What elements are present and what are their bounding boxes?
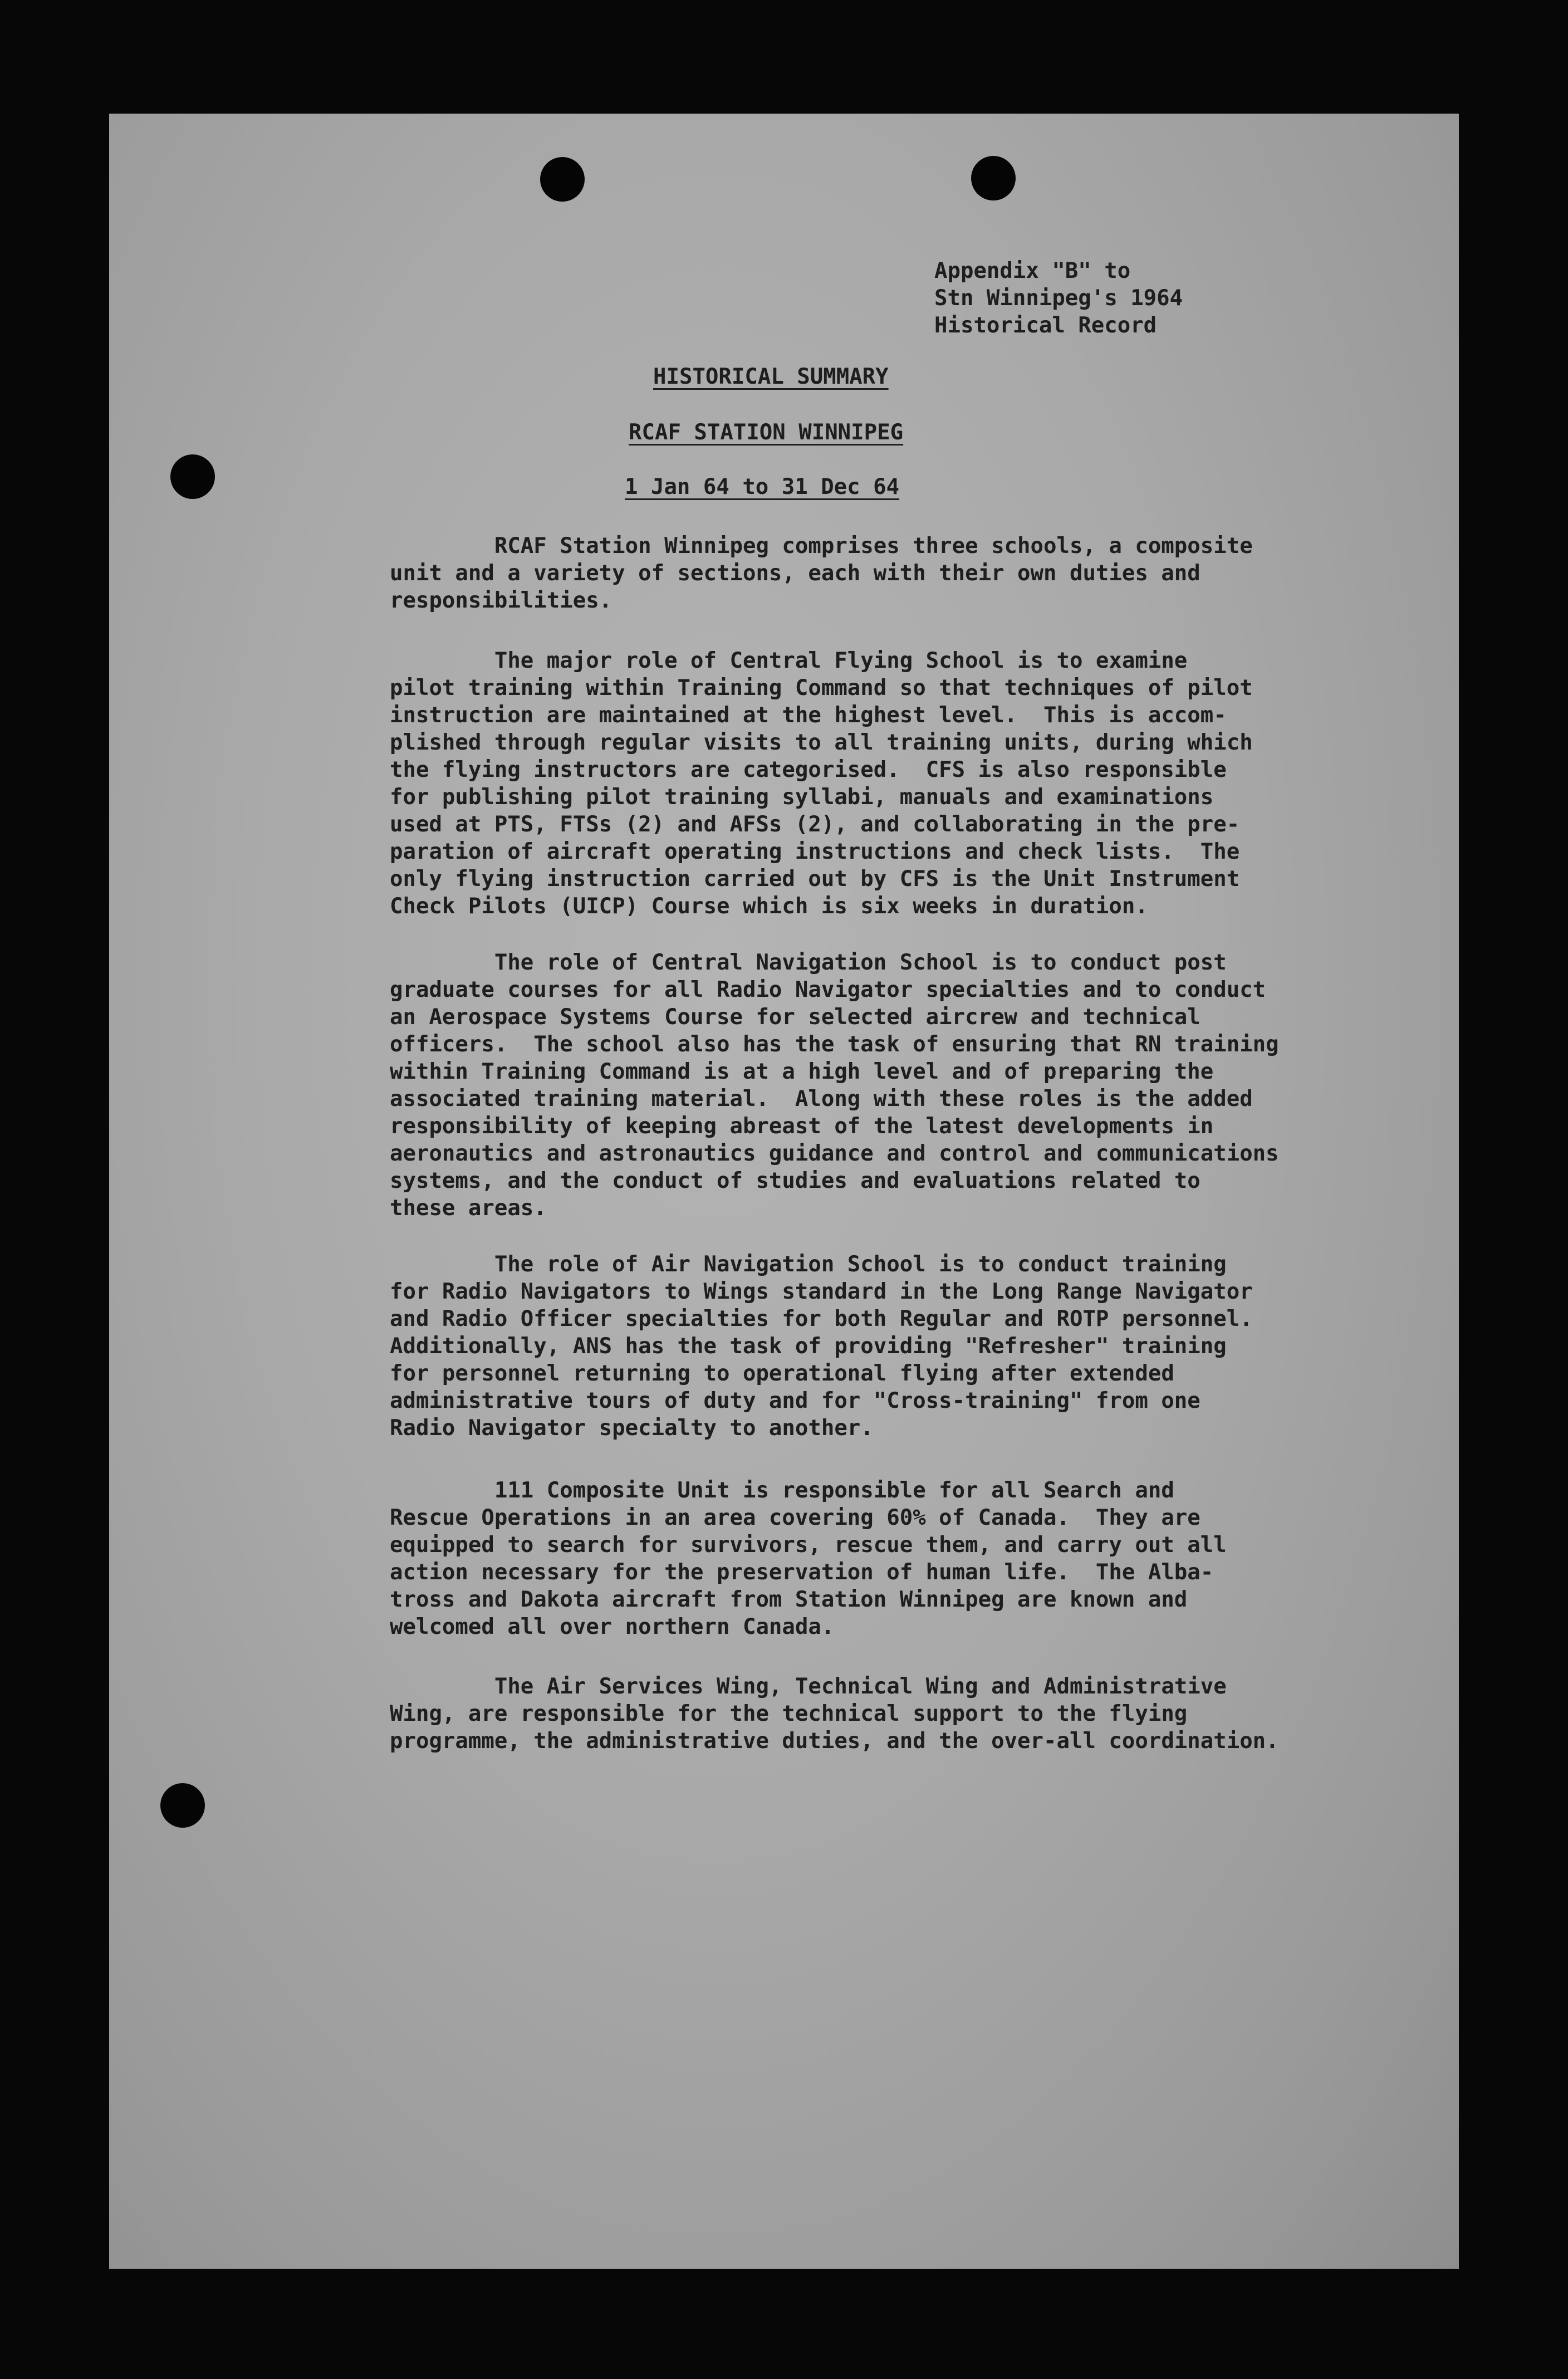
punch-hole-top-right — [971, 156, 1016, 200]
appendix-line: Stn Winnipeg's 1964 — [934, 286, 1183, 311]
appendix-line: Appendix "B" to — [934, 258, 1131, 283]
punch-hole-left-upper — [170, 454, 215, 499]
appendix-reference — [934, 257, 1183, 339]
punch-hole-left-lower — [160, 1783, 205, 1828]
paragraph-composite-unit: 111 Composite Unit is responsible for all Search and Rescue Operations in an area covering 60% of Canada. They are equipped to search for survivors, rescue them, and carry out all action necessary for the preservation of human life. The Alba- tross and Dakota aircraft from Station Winnipeg are known and welcomed all over northern Canada. — [390, 1478, 1227, 1639]
paragraph-station-overview: RCAF Station Winnipeg comprises three schools, a composite unit and a variety of sections, each with their own duties and responsibilities. — [390, 533, 1253, 613]
paragraph-wings: The Air Services Wing, Technical Wing and Administrative Wing, are responsible for the technical support to the flying programme, the administrative duties, and the over-all coordination. — [390, 1674, 1279, 1754]
station-heading: RCAF STATION WINNIPEG — [629, 420, 904, 445]
paragraph-central-navigation-school: The role of Central Navigation School is to conduct post graduate courses for all Radio Navigator specialties and to conduct an Aerospace Systems Course for selected aircrew and technical officers. The school also has the task of ensuring that RN training within Training Command is at a high level and of preparing the associated training material. Along with these roles is the added responsibility of keeping abreast of the latest developments in aeronautics and astronautics guidance and control and communications systems, and the conduct of studies and evaluations related to these areas. — [390, 950, 1279, 1221]
punch-hole-top-left — [540, 157, 585, 202]
appendix-line: Historical Record — [934, 313, 1157, 338]
document-page — [109, 114, 1459, 2269]
paragraph-air-navigation-school: The role of Air Navigation School is to conduct training for Radio Navigators to Wings standard in the Long Range Navigator and Radio Officer specialties for both Regular and ROTP personnel. Additionally, ANS has the task of providing "Refresher" training for personnel returning to operational flying after extended administrative tours of duty and for "Cross-training" from one Radio Navigator specialty to another. — [390, 1252, 1253, 1441]
document-title: HISTORICAL SUMMARY — [653, 364, 889, 389]
paragraph-central-flying-school: The major role of Central Flying School is to examine pilot training within Training Command so that techniques of pilot instruction are maintained at the highest level. This is accom- plished through regular visits to all training units, during which the flying instructors are categorised. CFS is also responsible for publishing pilot training syllabi, manuals and examinations used at PTS, FTSs (2) and AFSs (2), and collaborating in the pre- paration of aircraft operating instructions and check lists. The only flying instruction carried out by CFS is the Unit Instrument Check Pilots (UICP) Course which is six weeks in duration. — [390, 648, 1253, 919]
period-heading: 1 Jan 64 to 31 Dec 64 — [625, 474, 900, 500]
